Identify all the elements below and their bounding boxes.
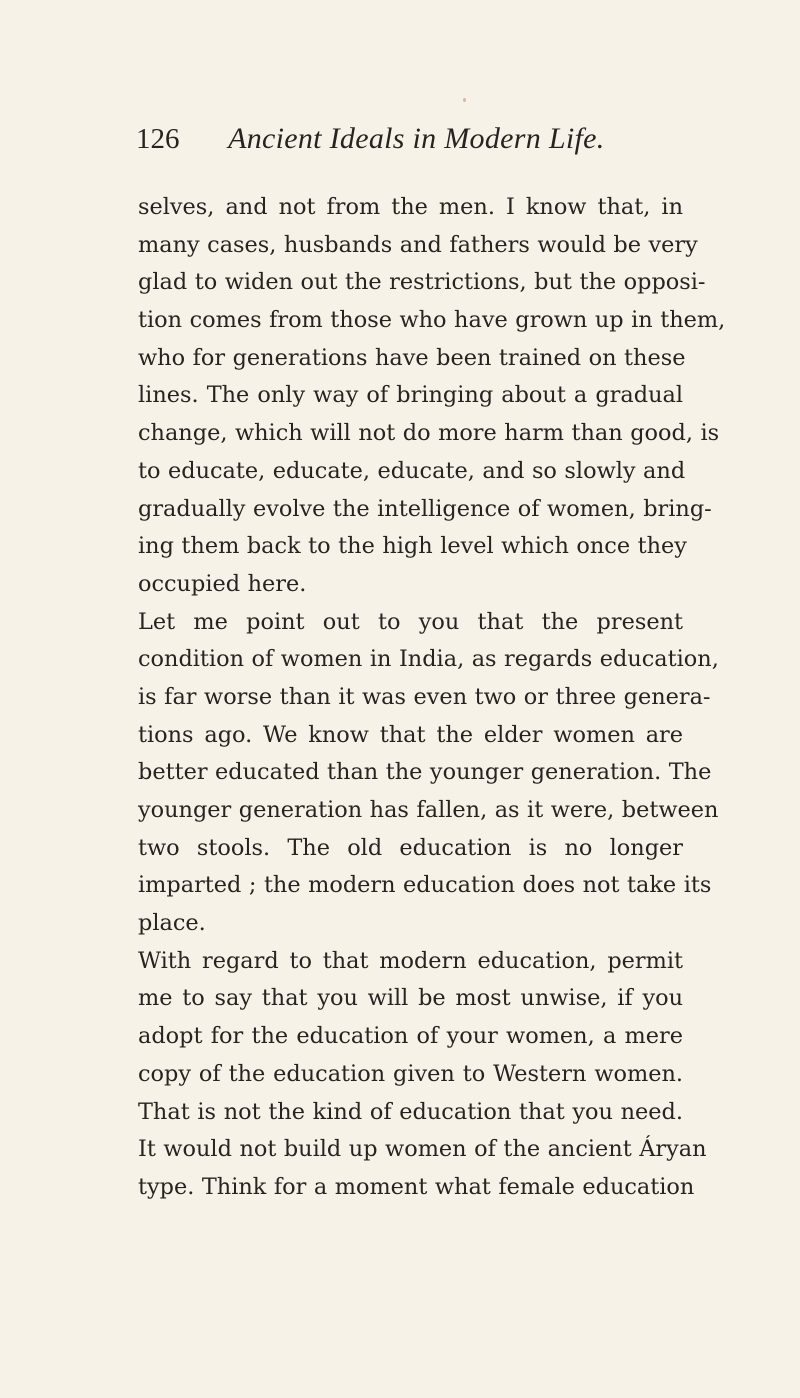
text-line: many cases, husbands and fathers would be very [138,231,698,258]
text-line: type. Think for a moment what female education [138,1173,695,1200]
page-header [136,119,696,159]
text-line: Let me point out to you that the present [138,608,683,635]
text-line: is far worse than it was even two or three genera- [138,683,711,710]
text-line: That is not the kind of education that you need. [138,1098,683,1125]
text-line: younger generation has fallen, as it were, between [138,797,719,823]
page-number: 126 [136,123,180,155]
text-line: condition of women in India, as regards education, [138,646,719,673]
text-line: me to say that you will be most unwise, if you [138,985,683,1012]
text-line: lines. The only way of bringing about a gradual [138,382,683,409]
text-line: who for generations have been trained on these [138,344,686,371]
text-line: imparted ; the modern education does not take its [138,872,712,899]
text-line: place. [138,910,206,937]
text-line: gradually evolve the intelligence of women, bring- [138,495,712,522]
text-line: copy of the education given to Western women. [138,1060,683,1087]
text-line: change, which will not do more harm than good, is [138,420,720,447]
text-line: two stools. The old education is no longer [138,834,683,861]
running-head: Ancient Ideals in Modern Life. [228,122,605,155]
text-line: tions ago. We know that the elder women are [138,721,683,748]
text-line: With regard to that modern education, permit [138,947,683,974]
text-line: better educated than the younger generation. The [138,759,712,786]
body-text [138,189,726,1207]
text-line: selves, and not from the men. I know that, in [138,194,683,220]
text-line: glad to widen out the restrictions, but the opposi- [138,269,706,296]
paper-speck [463,98,466,102]
text-line: occupied here. [138,570,307,597]
text-line: ing them back to the high level which once they [138,533,687,560]
text-line: to educate, educate, educate, and so slowly and [138,457,686,484]
text-line: It would not build up women of the ancient Áryan [138,1136,707,1163]
text-line: adopt for the education of your women, a mere [138,1023,683,1050]
text-line: tion comes from those who have grown up in them, [138,307,726,334]
